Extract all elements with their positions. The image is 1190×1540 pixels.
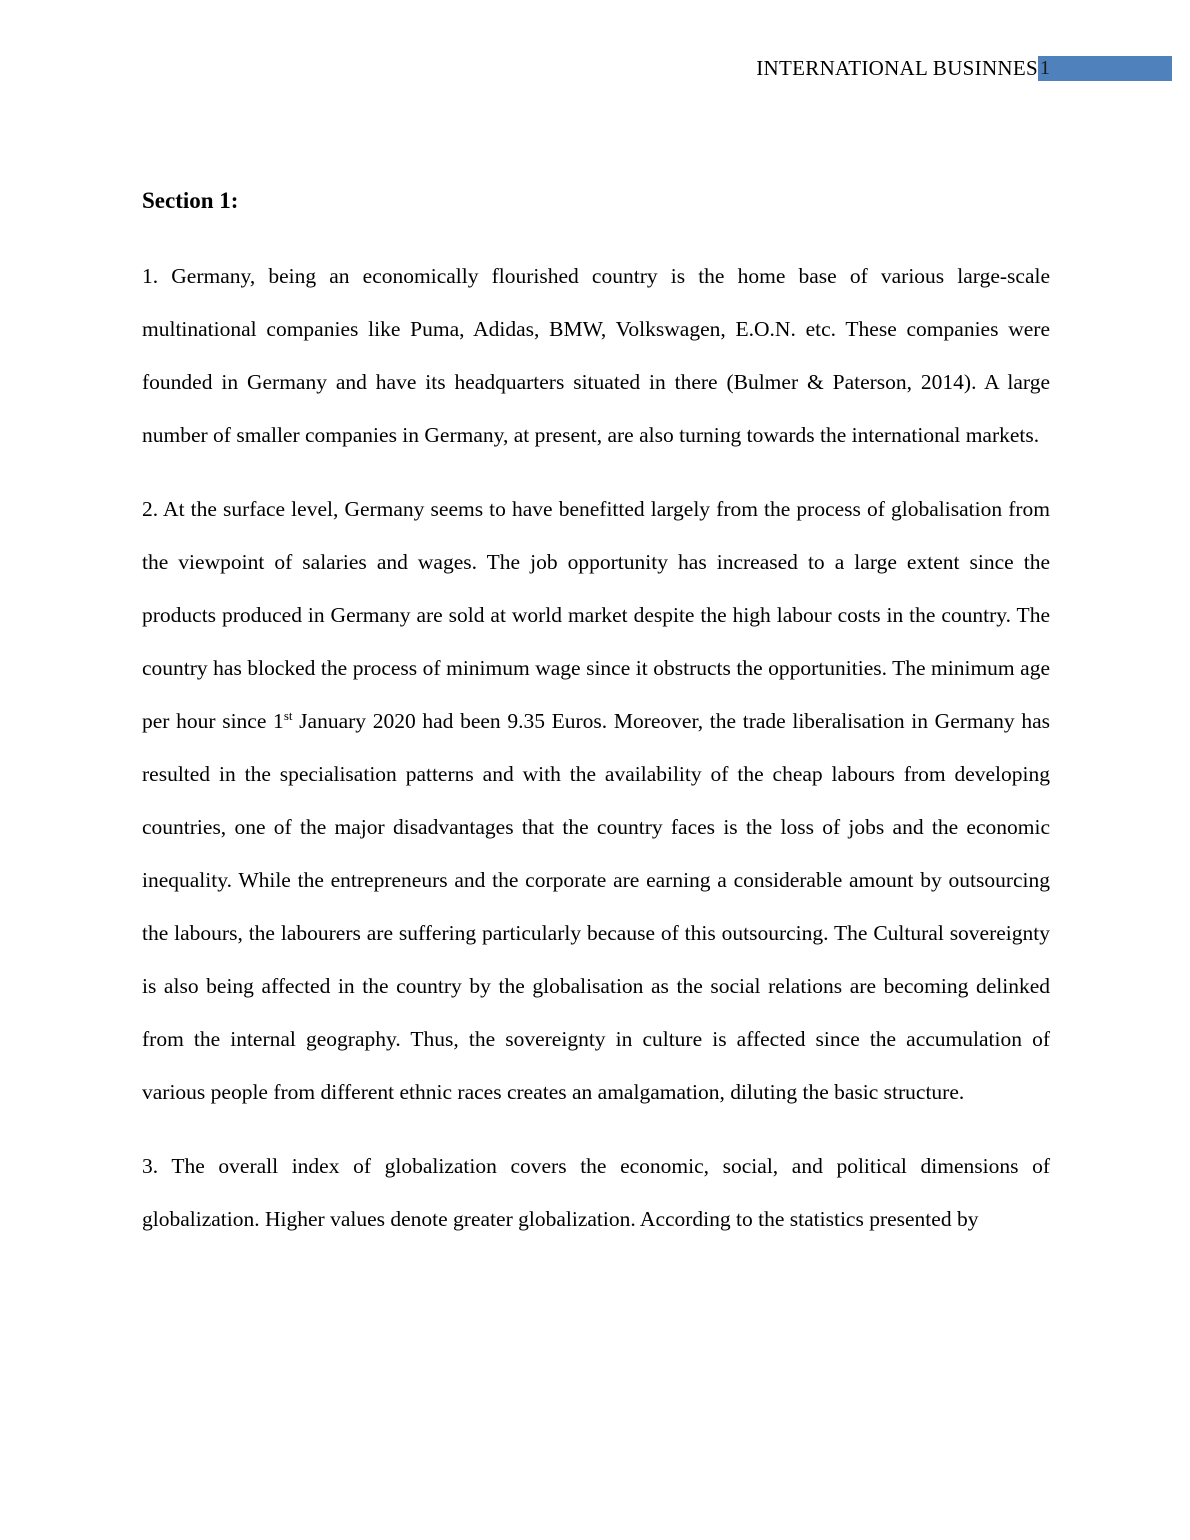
page-number: 1 [1040, 57, 1051, 79]
page-number-field[interactable] [1038, 56, 1172, 81]
paragraph-3: 3. The overall index of globalization covers the economic, social, and political dimensions of globalization. Higher values denote greater globalization. According to the statistics presented by [142, 1154, 1050, 1231]
paragraph-2-text-before-superscript: 2. At the surface level, Germany seems to have benefitted largely from the process of globalisation from the viewpoint of salaries and wages. The job opportunity has increased to a large extent since the products produced in Germany are sold at world market despite the high labour costs in the country. The country has blocked the process of minimum wage since it obstructs the opportunities. The minimum age per hour since 1 [142, 497, 1050, 733]
header-title: INTERNATIONAL BUSINNES [756, 56, 1038, 80]
paragraph-1: 1. Germany, being an economically flourished country is the home base of various large-scale multinational companies like Puma, Adidas, BMW, Volkswagen, E.O.N. etc. These companies were founded in Germany and have its headquarters situated in there (Bulmer & Paterson, 2014). A large number of smaller companies in Germany, at present, are also turning towards the international markets. [142, 264, 1050, 447]
paragraph-2 [142, 483, 1050, 1119]
ordinal-superscript: st [283, 707, 293, 723]
paragraph-2-text-after-superscript: January 2020 had been 9.35 Euros. Moreover, the trade liberalisation in Germany has resulted in the specialisation patterns and with the availability of the cheap labours from developing countries, one of the major disadvantages that the country faces is the loss of jobs and the economic inequality. While the entrepreneurs and the corporate are earning a considerable amount by outsourcing the labours, the labourers are suffering particularly because of this outsourcing. The Cultural sovereignty is also being affected in the country by the globalisation as the social relations are becoming delinked from the internal geography. Thus, the sovereignty in culture is affected since the accumulation of various people from different ethnic races creates an amalgamation, diluting the basic structure. [142, 709, 1050, 1104]
document-body [142, 188, 1050, 1267]
section-heading: Section 1: [142, 188, 239, 213]
page-header [0, 56, 1190, 81]
